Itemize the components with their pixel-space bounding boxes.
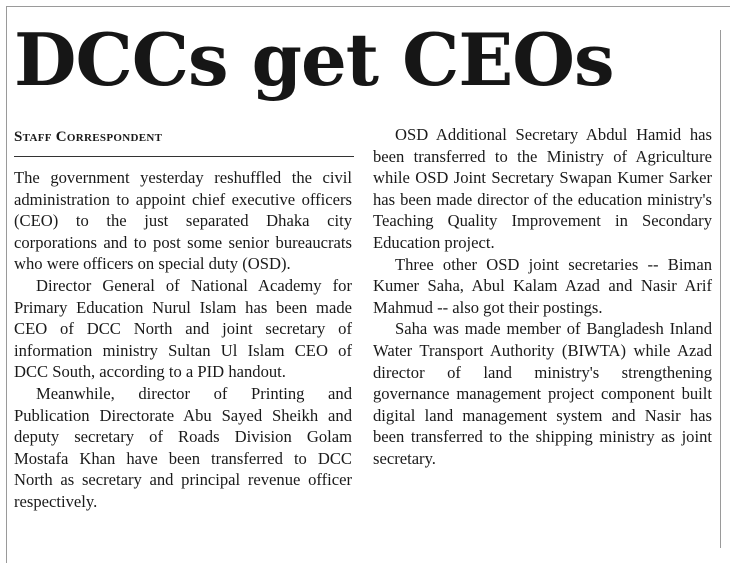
article-column-left <box>14 167 352 513</box>
right-column-rule <box>720 30 721 548</box>
byline-divider <box>14 156 354 157</box>
left-border-rule <box>6 6 7 563</box>
article-paragraph: OSD Additional Secretary Abdul Hamid has been transferred to the Ministry of Agriculture while OSD Joint Secretary Swapan Kumer Sarker has been made director of the education ministry's Teaching Quality Improvement in Secondary Education project. <box>373 125 712 252</box>
top-border-rule <box>6 6 730 7</box>
article-byline: Staff Correspondent <box>14 129 163 145</box>
article-column-right <box>373 124 712 470</box>
article-paragraph: The government yesterday reshuffled the civil administration to appoint chief executive officers (CEO) to the just separated Dhaka city corporations and to post some senior bureaucrats who were officers on special duty (OSD). <box>14 168 352 274</box>
article-paragraph: Three other OSD joint secretaries -- Biman Kumer Saha, Abul Kalam Azad and Nasir Arif Mahmud -- also got their postings. <box>373 254 712 317</box>
article-headline: DCCs get CEOs <box>14 17 614 102</box>
article-paragraph: Meanwhile, director of Printing and Publication Directorate Abu Sayed Sheikh and deputy secretary of Roads Division Golam Mostafa Khan have been transferred to DCC North as secretary and principal revenue officer respectively. <box>14 383 352 511</box>
article-paragraph: Saha was made member of Bangladesh Inland Water Transport Authority (BIWTA) while Azad director of land ministry's strengthening governance management project component built digital land management system and Nasir has been transferred to the shipping ministry as joint secretary. <box>373 319 712 468</box>
article-paragraph: Director General of National Academy for Primary Education Nurul Islam has been made CEO of DCC North and joint secretary of information ministry Sultan Ul Islam CEO of DCC South, according to a PID handout. <box>14 275 352 382</box>
